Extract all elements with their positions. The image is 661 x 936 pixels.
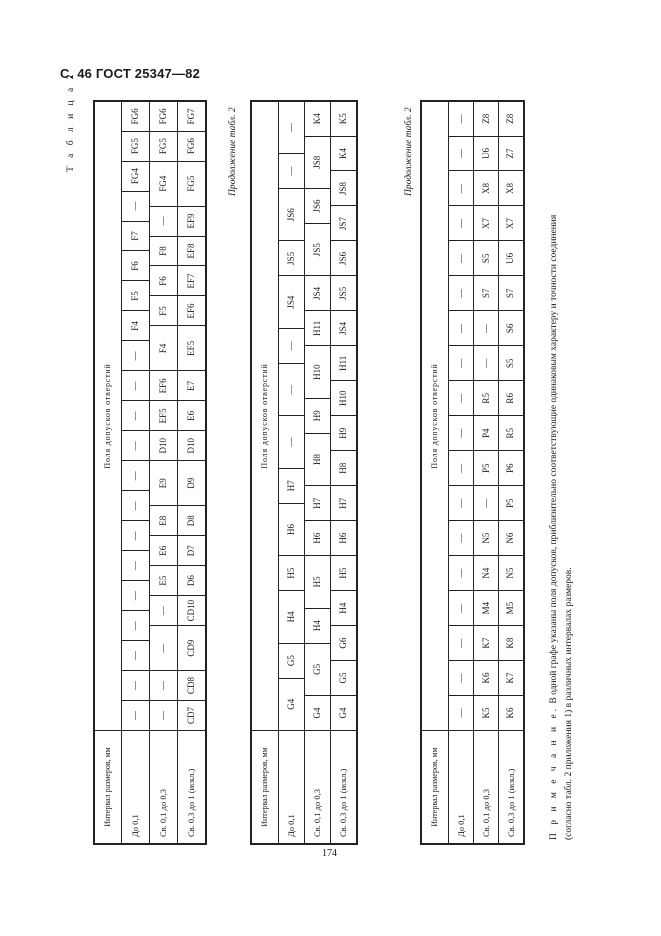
tolerance-cell: FG5	[178, 161, 206, 206]
tolerance-cell: H8	[305, 433, 331, 485]
tolerance-cell: H6	[305, 521, 331, 556]
tolerance-cell: H11	[305, 311, 331, 346]
tolerance-cell: S5	[499, 346, 524, 381]
table-row	[305, 101, 331, 844]
tolerance-cell: JS8	[331, 171, 357, 206]
table-caption-1: Т а б л и ц а 2	[66, 71, 76, 172]
tolerance-cell: CD7	[178, 701, 206, 731]
tolerance-cell: H4	[279, 591, 305, 643]
tolerance-cell: X7	[499, 206, 524, 241]
tolerance-cell: —	[122, 551, 150, 581]
tolerance-cell: F6	[122, 251, 150, 281]
tolerance-cell: S7	[474, 276, 499, 311]
tolerance-cell: EF8	[178, 236, 206, 266]
row-label: Св. 0,3 до 1 (искл.)	[178, 731, 206, 845]
tolerance-cell: —	[449, 276, 474, 311]
tolerance-cell: EF9	[178, 206, 206, 236]
tolerance-cell: JS8	[305, 136, 331, 188]
tolerance-cell: K6	[499, 696, 524, 731]
table-row	[122, 101, 150, 844]
tolerance-cell: H7	[279, 468, 305, 503]
tolerance-fields-header: Поля допусков отверстий	[421, 101, 449, 731]
tolerance-cell: —	[449, 381, 474, 416]
tolerance-cell: D8	[178, 506, 206, 536]
tolerance-cell: S6	[499, 311, 524, 346]
tolerance-cell: F5	[150, 296, 178, 326]
table-header-row	[94, 101, 122, 844]
tolerance-cell: —	[449, 451, 474, 486]
tolerance-cell: —	[449, 696, 474, 731]
tolerance-cell: FG5	[122, 131, 150, 161]
tolerance-cell: K4	[331, 136, 357, 171]
table-block-3	[420, 100, 525, 845]
tolerance-cell: —	[449, 486, 474, 521]
tolerance-cell: H4	[305, 608, 331, 643]
tolerance-cell: E8	[150, 506, 178, 536]
table-block-1	[93, 100, 207, 845]
tolerance-cell: H4	[331, 591, 357, 626]
tolerance-cell: FG6	[150, 101, 178, 131]
note-line-1: В одной графе указаны поля допусков, приблизительно соответствующие одинаковым характеру и точности соединения	[549, 214, 559, 706]
tolerance-cell: G5	[279, 643, 305, 678]
tolerance-cell: EF5	[178, 326, 206, 371]
tolerance-cell: G5	[305, 643, 331, 695]
tolerance-cell: P5	[499, 486, 524, 521]
tolerance-cell: JS6	[305, 188, 331, 223]
tolerance-cell: E6	[178, 401, 206, 431]
tolerance-cell: —	[122, 611, 150, 641]
tolerance-cell: M4	[474, 591, 499, 626]
tolerance-table-1	[93, 100, 207, 845]
tolerance-cell: P4	[474, 416, 499, 451]
tolerance-cell: F4	[122, 311, 150, 341]
tolerance-cell: H5	[305, 556, 331, 608]
table-caption-2: Продолжение табл. 2	[228, 107, 238, 196]
note-line-2: (согласно табл. 2 приложения 1) в различных интервалах размеров.	[564, 567, 574, 840]
tolerance-cell: CD10	[178, 596, 206, 626]
tolerance-cell: P6	[499, 451, 524, 486]
tolerance-cell: E7	[178, 371, 206, 401]
tolerance-cell: JS6	[331, 241, 357, 276]
tolerance-cell: H5	[331, 556, 357, 591]
tolerance-cell: EF6	[150, 371, 178, 401]
tolerance-cell: N4	[474, 556, 499, 591]
table-caption-3: Продолжение табл. 2	[404, 107, 414, 196]
tolerance-cell: —	[122, 581, 150, 611]
tolerance-cell: —	[122, 431, 150, 461]
tolerance-cell: H7	[305, 486, 331, 521]
tolerance-cell: JS5	[331, 276, 357, 311]
table-row	[178, 101, 206, 844]
corner-label: Интервал размеров, мм	[421, 731, 449, 845]
tolerance-cell: FG4	[122, 161, 150, 191]
tolerance-cell: —	[449, 556, 474, 591]
tolerance-fields-header: Поля допусков отверстий	[94, 101, 122, 731]
tolerance-cell: H7	[331, 486, 357, 521]
tolerance-cell: D6	[178, 566, 206, 596]
tolerance-cell: R5	[474, 381, 499, 416]
tolerance-cell: H10	[305, 346, 331, 398]
tolerance-cell: FG5	[150, 131, 178, 161]
tolerance-cell: X7	[474, 206, 499, 241]
tolerance-cell: H5	[279, 556, 305, 591]
row-label: До 0,1	[449, 731, 474, 845]
tolerance-cell: Z8	[474, 101, 499, 136]
tolerance-cell: M5	[499, 591, 524, 626]
tolerance-cell: EF7	[178, 266, 206, 296]
tolerance-cell: FG4	[150, 161, 178, 206]
tolerance-cell: —	[449, 241, 474, 276]
table-block-2	[250, 100, 358, 845]
tolerance-cell: P5	[474, 451, 499, 486]
tolerance-cell: —	[279, 154, 305, 189]
tolerance-cell: —	[122, 401, 150, 431]
tolerance-cell: G4	[279, 678, 305, 730]
row-label: До 0,1	[279, 731, 305, 845]
tolerance-cell: D7	[178, 536, 206, 566]
tolerance-cell: EF6	[178, 296, 206, 326]
tolerance-cell: X8	[499, 171, 524, 206]
tolerance-cell: K4	[305, 101, 331, 136]
tolerance-cell: X8	[474, 171, 499, 206]
tolerance-cell: JS4	[331, 311, 357, 346]
tolerance-cell: —	[150, 596, 178, 626]
tolerance-cell: N5	[474, 521, 499, 556]
tolerance-cell: —	[122, 491, 150, 521]
row-label: Св. 0,3 до 1 (искл.)	[331, 731, 357, 845]
page-number: 174	[322, 848, 337, 859]
tolerance-cell: —	[279, 416, 305, 468]
tolerance-cell: —	[449, 136, 474, 171]
tolerance-cell: —	[150, 671, 178, 701]
tolerance-cell: Z8	[499, 101, 524, 136]
corner-label: Интервал размеров, мм	[251, 731, 279, 845]
tolerance-cell: JS4	[305, 276, 331, 311]
corner-label: Интервал размеров, мм	[94, 731, 122, 845]
table-row	[150, 101, 178, 844]
tolerance-cell: E9	[150, 461, 178, 506]
tolerance-cell: JS6	[279, 188, 305, 240]
tolerance-cell: F6	[150, 266, 178, 296]
tolerance-cell: —	[449, 101, 474, 136]
tolerance-cell: K7	[499, 661, 524, 696]
tolerance-cell: H6	[331, 521, 357, 556]
table-row	[331, 101, 357, 844]
note-prefix: П р и м е ч а н и е.	[549, 705, 559, 840]
tolerance-cell: K7	[474, 626, 499, 661]
tolerance-cell: JS7	[331, 206, 357, 241]
tolerance-cell: F4	[150, 326, 178, 371]
tolerance-cell: E5	[150, 566, 178, 596]
tolerance-cell: —	[449, 661, 474, 696]
table-header-row	[251, 101, 279, 844]
tolerance-cell: —	[449, 346, 474, 381]
tolerance-cell: —	[474, 486, 499, 521]
table-row	[474, 101, 499, 844]
tolerance-cell: S7	[499, 276, 524, 311]
tolerance-cell: H10	[331, 381, 357, 416]
tolerance-cell: —	[449, 591, 474, 626]
tolerance-cell: JS5	[279, 241, 305, 276]
tolerance-cell: —	[122, 521, 150, 551]
row-label: Св. 0,1 до 0,3	[305, 731, 331, 845]
tolerance-cell: D9	[178, 461, 206, 506]
tolerance-cell: K8	[499, 626, 524, 661]
tolerance-cell: —	[474, 311, 499, 346]
tolerance-cell: S5	[474, 241, 499, 276]
tolerance-cell: G6	[331, 626, 357, 661]
tolerance-cell: H9	[305, 398, 331, 433]
tolerance-cell: —	[150, 701, 178, 731]
tolerance-cell: —	[122, 341, 150, 371]
tolerance-cell: R6	[499, 381, 524, 416]
row-label: Св. 0,3 до 1 (искл.)	[499, 731, 524, 845]
tolerance-cell: F5	[122, 281, 150, 311]
row-label: Св. 0,1 до 0,3	[474, 731, 499, 845]
tolerance-cell: —	[279, 363, 305, 415]
tolerance-cell: K5	[331, 101, 357, 136]
tolerance-cell: —	[122, 641, 150, 671]
tolerance-cell: N5	[499, 556, 524, 591]
table-row	[449, 101, 474, 844]
tolerance-cell: FG6	[178, 131, 206, 161]
tolerance-cell: —	[449, 171, 474, 206]
tolerance-cell: EF5	[150, 401, 178, 431]
tolerance-cell: N6	[499, 521, 524, 556]
tolerance-table-2	[250, 100, 358, 845]
tolerance-cell: —	[449, 521, 474, 556]
page-header: С. 46 ГОСТ 25347—82	[60, 66, 201, 81]
tolerance-cell: —	[122, 671, 150, 701]
tolerance-cell: H8	[331, 451, 357, 486]
tolerance-cell: —	[122, 701, 150, 731]
row-label: Св. 0,1 до 0,3	[150, 731, 178, 845]
tolerance-cell: —	[474, 346, 499, 381]
tolerance-cell: CD8	[178, 671, 206, 701]
table-row	[499, 101, 524, 844]
tolerance-cell: D10	[178, 431, 206, 461]
tolerance-cell: —	[279, 101, 305, 154]
tolerance-cell: —	[449, 626, 474, 661]
tolerance-cell: —	[122, 191, 150, 221]
tolerance-cell: Z7	[499, 136, 524, 171]
tolerance-cell: —	[122, 371, 150, 401]
tolerance-cell: D10	[150, 431, 178, 461]
tolerance-cell: —	[150, 206, 178, 236]
tolerance-cell: —	[122, 461, 150, 491]
tolerance-cell: F8	[150, 236, 178, 266]
row-label: До 0,1	[122, 731, 150, 845]
tolerance-cell: JS4	[279, 276, 305, 328]
tolerance-cell: K5	[474, 696, 499, 731]
tolerance-fields-header: Поля допусков отверстий	[251, 101, 279, 731]
table-row	[279, 101, 305, 844]
tolerance-cell: —	[449, 311, 474, 346]
tolerance-cell: E6	[150, 536, 178, 566]
tolerance-cell: H11	[331, 346, 357, 381]
tolerance-cell: —	[279, 328, 305, 363]
tolerance-cell: G4	[331, 696, 357, 731]
tolerance-cell: JS5	[305, 223, 331, 275]
tolerance-cell: R5	[499, 416, 524, 451]
tolerance-cell: F7	[122, 221, 150, 251]
table-header-row	[421, 101, 449, 844]
tolerance-cell: CD9	[178, 626, 206, 671]
tolerance-cell: FG7	[178, 101, 206, 131]
tolerance-cell: H9	[331, 416, 357, 451]
tolerance-cell: G5	[331, 661, 357, 696]
tolerance-cell: G4	[305, 696, 331, 731]
tolerance-cell: FG6	[122, 101, 150, 131]
tolerance-cell: —	[449, 206, 474, 241]
tolerance-cell: K6	[474, 661, 499, 696]
tolerance-cell: —	[150, 626, 178, 671]
tolerance-cell: —	[449, 416, 474, 451]
tolerance-cell: H6	[279, 503, 305, 555]
tolerance-cell: U6	[474, 136, 499, 171]
tolerance-cell: U6	[499, 241, 524, 276]
table-note	[547, 215, 577, 840]
tolerance-table-3	[420, 100, 525, 845]
